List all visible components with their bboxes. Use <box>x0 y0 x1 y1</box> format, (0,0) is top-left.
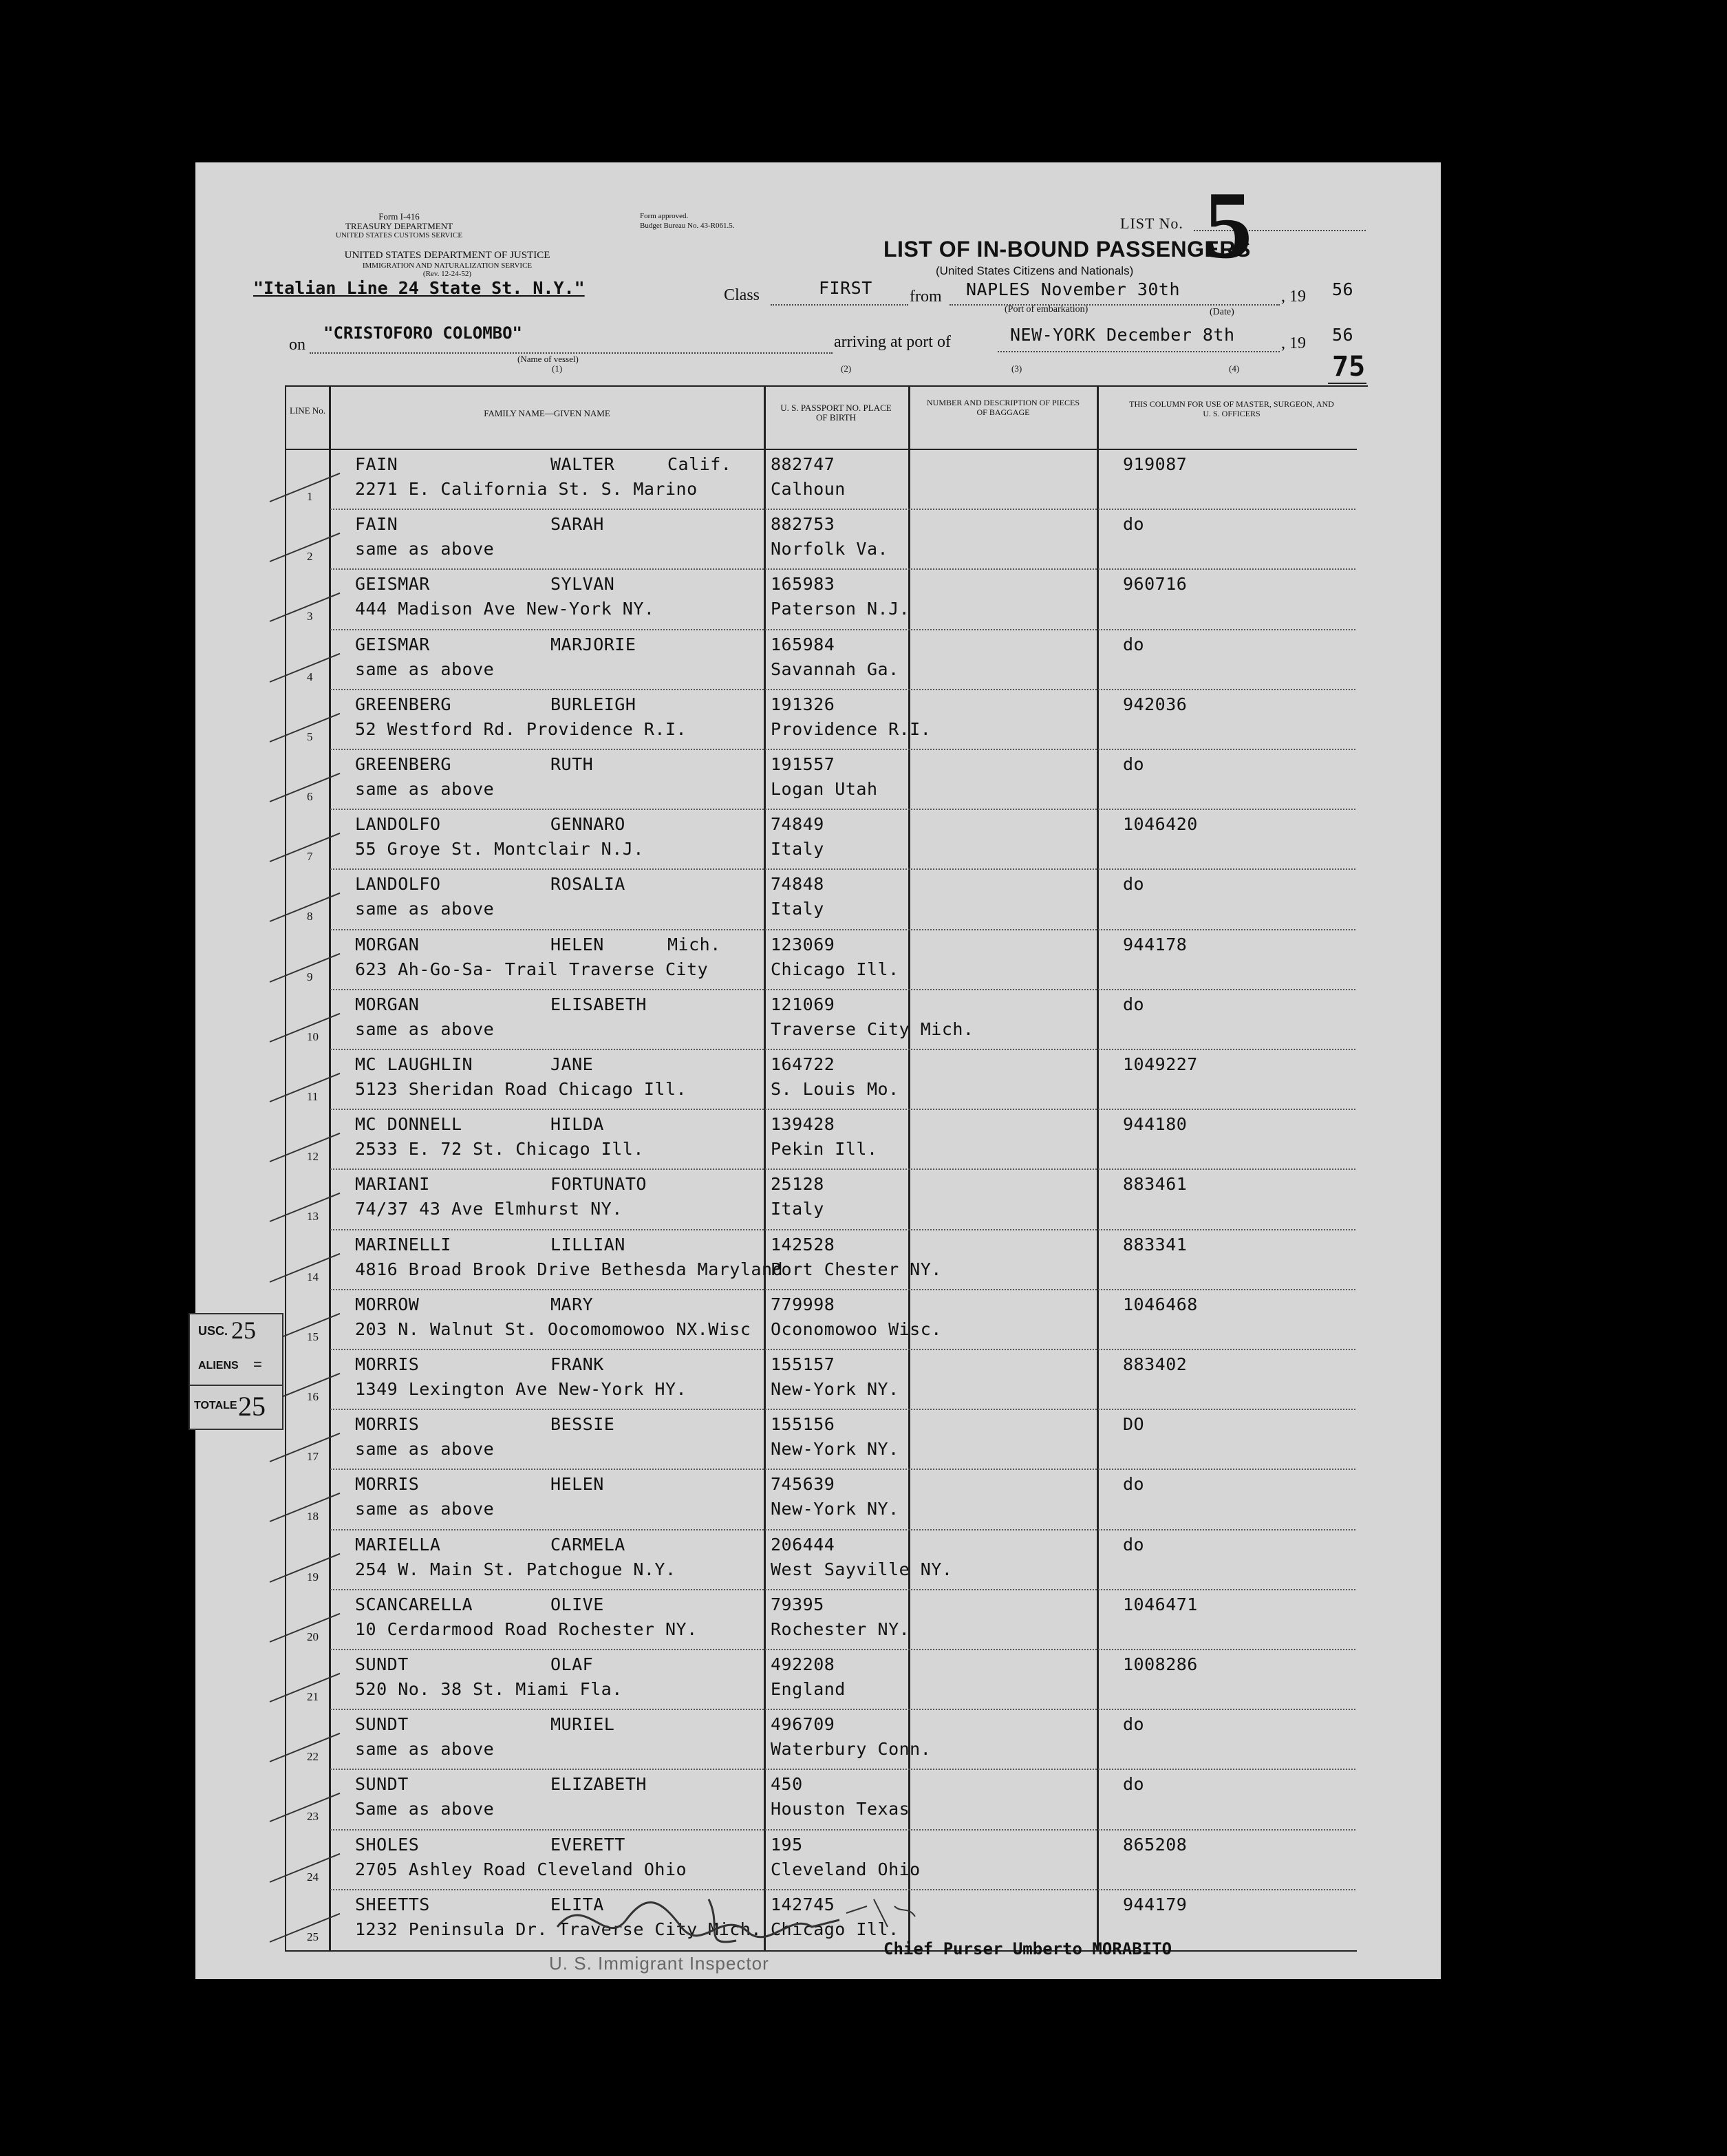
row-passport-number: 155156 <box>771 1414 835 1435</box>
row-line-number: 7 <box>307 850 313 864</box>
row-family-name: LANDOLFO <box>355 814 441 835</box>
row-officer-entry: do <box>1123 1534 1145 1555</box>
row-given-name: HELEN <box>550 1474 604 1495</box>
row-line-number: 15 <box>307 1330 319 1343</box>
row-line-number: 1 <box>307 490 313 503</box>
row-officer-entry: 865208 <box>1123 1834 1188 1855</box>
row-divider <box>330 1769 1355 1770</box>
row-family-name: MC DONNELL <box>355 1114 462 1135</box>
row-divider <box>330 929 1355 930</box>
port-embarkation-caption: (Port of embarkation) <box>1005 304 1088 314</box>
row-officer-entry: do <box>1123 874 1145 895</box>
row-line-number: 24 <box>307 1870 319 1883</box>
row-officer-entry: 1046471 <box>1123 1594 1198 1614</box>
row-officer-entry: 1046420 <box>1123 814 1198 835</box>
row-line-number: 18 <box>307 1510 319 1524</box>
shipping-agent: "Italian Line 24 State St. N.Y." <box>253 278 585 298</box>
row-given-name: MARY <box>550 1294 594 1314</box>
row-divider <box>330 1469 1355 1470</box>
row-officer-entry: do <box>1123 1774 1145 1795</box>
list-number: 5 <box>1204 172 1252 279</box>
row-given-name: ELIZABETH <box>550 1774 647 1795</box>
row-address: 74/37 43 Ave Elmhurst NY. <box>355 1199 623 1219</box>
caption-4: (4) <box>1229 363 1240 374</box>
row-divider <box>330 1649 1355 1650</box>
customs-service: UNITED STATES CUSTOMS SERVICE <box>335 231 463 239</box>
row-divider <box>330 1229 1355 1230</box>
immigration-stamp: U. S. Immigrant Inspector <box>549 1953 769 1974</box>
row-place-of-birth: Pekin Ill. <box>771 1139 878 1160</box>
class-value: FIRST <box>819 278 872 298</box>
row-passport-number: 74848 <box>771 874 824 895</box>
row-passport-number: 195 <box>771 1834 803 1855</box>
from-label: from <box>910 288 942 306</box>
row-line-number: 8 <box>307 910 313 924</box>
row-family-name: SHOLES <box>355 1834 420 1855</box>
row-family-name: MORROW <box>355 1294 420 1314</box>
row-family-name: MORRIS <box>355 1414 420 1435</box>
row-officer-entry: do <box>1123 754 1145 774</box>
row-family-name: SCANCARELLA <box>355 1594 473 1614</box>
column-baggage: NUMBER AND DESCRIPTION OF PIECES OF BAGGAGE <box>926 398 1080 417</box>
treasury-department: TREASURY DEPARTMENT <box>345 221 453 231</box>
row-given-name: WALTER <box>550 454 615 474</box>
row-address: 2533 E. 72 St. Chicago Ill. <box>355 1139 644 1160</box>
row-given-name: GENNARO <box>550 814 625 835</box>
row-passport-number: 142745 <box>771 1894 835 1914</box>
row-divider <box>330 1529 1355 1530</box>
row-passport-number: 882753 <box>771 514 835 535</box>
row-address: 254 W. Main St. Patchogue N.Y. <box>355 1559 676 1579</box>
row-line-number: 13 <box>307 1210 319 1224</box>
row-family-name: SUNDT <box>355 1654 409 1674</box>
row-given-name: ROSALIA <box>550 874 625 895</box>
row-passport-number: 745639 <box>771 1474 835 1495</box>
row-officer-entry: do <box>1123 634 1145 654</box>
row-place-of-birth: West Sayville NY. <box>771 1559 953 1579</box>
tally-aliens-label: ALIENS <box>198 1360 239 1371</box>
row-line-number: 12 <box>307 1150 319 1164</box>
row-family-name: MARIELLA <box>355 1534 441 1555</box>
vessel-caption: (Name of vessel) <box>517 354 579 364</box>
row-divider <box>330 749 1355 750</box>
tally-aliens <box>189 1349 283 1386</box>
row-family-name: GEISMAR <box>355 574 430 595</box>
year-prefix-1: , 19 <box>1281 288 1306 306</box>
tally-usc-value: 25 <box>231 1316 256 1344</box>
row-address: 623 Ah-Go-Sa- Trail Traverse City <box>355 959 709 979</box>
row-officer-entry: 883402 <box>1123 1354 1188 1374</box>
row-line-number: 19 <box>307 1570 319 1583</box>
list-number-label: LIST No. <box>1120 215 1183 232</box>
arriving-value: NEW-YORK December 8th <box>1010 325 1235 345</box>
class-label: Class <box>724 286 760 304</box>
caption-3: (3) <box>1011 363 1022 374</box>
row-given-name: OLIVE <box>550 1594 604 1614</box>
row-family-name: FAIN <box>355 454 398 474</box>
column-name: FAMILY NAME—GIVEN NAME <box>484 408 610 418</box>
on-label: on <box>289 336 305 354</box>
row-address: same as above <box>355 539 495 559</box>
row-place-of-birth: Traverse City Mich. <box>771 1018 974 1039</box>
row-given-name: HELEN <box>550 934 604 954</box>
manifest-subtitle: (United States Citizens and Nationals) <box>936 264 1134 277</box>
row-officer-entry: do <box>1123 1714 1145 1735</box>
year-prefix-2: , 19 <box>1281 334 1306 352</box>
row-divider <box>330 1409 1355 1410</box>
row-given-name: FORTUNATO <box>550 1174 647 1195</box>
row-place-of-birth: S. Louis Mo. <box>771 1079 899 1099</box>
row-family-name: FAIN <box>355 514 398 535</box>
row-divider <box>330 1049 1355 1050</box>
row-family-name: MORGAN <box>355 994 420 1014</box>
row-family-name: MORGAN <box>355 934 420 954</box>
row-divider <box>330 1289 1355 1290</box>
row-divider <box>330 1349 1355 1350</box>
caption-2: (2) <box>841 363 852 374</box>
row-passport-number: 155157 <box>771 1354 835 1374</box>
row-passport-number: 206444 <box>771 1534 835 1555</box>
date-caption: (Date) <box>1210 307 1234 317</box>
inspector-signature <box>544 1886 929 1961</box>
ins-service: IMMIGRATION AND NATURALIZATION SERVICE <box>362 262 533 270</box>
tally-aliens-value: = <box>253 1356 262 1373</box>
row-officer-entry: 944180 <box>1123 1114 1188 1135</box>
row-divider <box>330 689 1355 690</box>
row-family-name: SUNDT <box>355 1774 409 1795</box>
row-passport-number: 165984 <box>771 634 835 654</box>
row-family-name: MARINELLI <box>355 1234 451 1255</box>
row-officer-entry: 960716 <box>1123 574 1188 595</box>
vessel-name: "CRISTOFORO COLOMBO" <box>323 323 522 343</box>
row-address: 2705 Ashley Road Cleveland Ohio <box>355 1859 687 1879</box>
column-passport: U. S. PASSPORT NO. PLACE OF BIRTH <box>780 403 892 423</box>
manifest-title: LIST OF IN-BOUND PASSENGERS <box>883 237 1251 262</box>
row-address: 444 Madison Ave New-York NY. <box>355 599 655 619</box>
row-address: Same as above <box>355 1799 495 1819</box>
row-address: 2271 E. California St. S. Marino <box>355 479 698 499</box>
row-place-of-birth: Chicago Ill. <box>771 959 899 979</box>
row-line-number: 4 <box>307 670 313 683</box>
row-passport-number: 450 <box>771 1774 803 1795</box>
row-passport-number: 142528 <box>771 1234 835 1255</box>
row-divider <box>330 989 1355 990</box>
row-line-number: 20 <box>307 1630 319 1643</box>
row-family-name: SUNDT <box>355 1714 409 1735</box>
row-given-name: BURLEIGH <box>550 694 636 714</box>
row-passport-number: 165983 <box>771 574 835 595</box>
row-address: same as above <box>355 1499 495 1519</box>
row-officer-entry: 1049227 <box>1123 1054 1198 1074</box>
row-place-of-birth: New-York NY. <box>771 1499 899 1519</box>
row-place-of-birth: Chicago Ill. <box>771 1919 899 1939</box>
tally-total-label: TOTALE <box>194 1400 237 1411</box>
row-place-of-birth: New-York NY. <box>771 1439 899 1460</box>
row-divider <box>330 809 1355 810</box>
row-given-name: OLAF <box>550 1654 594 1674</box>
row-given-name: SARAH <box>550 514 604 535</box>
row-place-of-birth: Houston Texas <box>771 1799 910 1819</box>
row-divider <box>330 868 1355 870</box>
row-passport-number: 779998 <box>771 1294 835 1314</box>
row-passport-number: 164722 <box>771 1054 835 1074</box>
row-passport-number: 882747 <box>771 454 835 474</box>
row-officer-entry: 944178 <box>1123 934 1188 954</box>
row-place-of-birth: Waterbury Conn. <box>771 1739 932 1760</box>
row-passport-number: 191326 <box>771 694 835 714</box>
row-family-name: GEISMAR <box>355 634 430 654</box>
row-divider <box>330 1168 1355 1170</box>
row-line-number: 23 <box>307 1810 319 1824</box>
row-address: same as above <box>355 659 495 679</box>
year-1: 56 <box>1332 279 1354 299</box>
row-given-name: MARJORIE <box>550 634 636 654</box>
row-family-name: MARIANI <box>355 1174 430 1195</box>
column-officers: THIS COLUMN FOR USE OF MASTER, SURGEON, AND U. S. OFFICERS <box>1129 399 1334 418</box>
row-place-of-birth: Paterson N.J. <box>771 599 910 619</box>
row-given-name: MURIEL <box>550 1714 615 1735</box>
row-address: 5123 Sheridan Road Chicago Ill. <box>355 1079 687 1099</box>
row-line-number: 22 <box>307 1750 319 1764</box>
row-line-number: 5 <box>307 729 313 743</box>
row-officer-entry: do <box>1123 994 1145 1014</box>
row-place-of-birth: Providence R.I. <box>771 718 932 739</box>
row-address: same as above <box>355 779 495 799</box>
row-divider <box>330 1589 1355 1590</box>
row-place-of-birth: Cleveland Ohio <box>771 1859 921 1879</box>
department-of-justice: UNITED STATES DEPARTMENT OF JUSTICE <box>344 250 550 261</box>
row-place-of-birth: Italy <box>771 839 824 860</box>
row-divider <box>330 509 1355 510</box>
caption-1: (1) <box>552 363 563 374</box>
row-passport-number: 123069 <box>771 934 835 954</box>
row-address: 52 Westford Rd. Providence R.I. <box>355 718 687 739</box>
row-address: 55 Groye St. Montclair N.J. <box>355 839 644 860</box>
row-passport-number: 139428 <box>771 1114 835 1135</box>
row-officer-entry: 944179 <box>1123 1894 1188 1914</box>
tally-usc-label: USC. <box>198 1324 228 1338</box>
row-line-number: 21 <box>307 1690 319 1703</box>
row-passport-number: 25128 <box>771 1174 824 1195</box>
form-number: Form I-416 <box>378 211 420 222</box>
row-place-of-birth: Norfolk Va. <box>771 539 889 559</box>
row-address: 520 No. 38 St. Miami Fla. <box>355 1679 623 1699</box>
row-family-name: SHEETTS <box>355 1894 430 1914</box>
tally-total-value: 25 <box>238 1391 266 1422</box>
from-value: NAPLES November 30th <box>966 279 1181 299</box>
row-given-name: RUTH <box>550 754 594 774</box>
row-line-number: 6 <box>307 790 313 803</box>
row-place-of-birth: Calhoun <box>771 479 846 499</box>
chief-purser: Chief Purser Umberto MORABITO <box>883 1939 1172 1958</box>
row-officer-entry: DO <box>1123 1414 1145 1435</box>
row-place-of-birth: Port Chester NY. <box>771 1259 942 1279</box>
row-passport-number: 496709 <box>771 1714 835 1735</box>
row-line-number: 14 <box>307 1270 319 1283</box>
row-given-name: FRANK <box>550 1354 604 1374</box>
row-given-name: HILDA <box>550 1114 604 1135</box>
row-given-name: EVERETT <box>550 1834 625 1855</box>
row-given-name: CARMELA <box>550 1534 625 1555</box>
row-line-number: 25 <box>307 1930 319 1943</box>
row-given-name: LILLIAN <box>550 1234 625 1255</box>
row-officer-entry: do <box>1123 514 1145 535</box>
row-note: Mich. <box>667 934 721 954</box>
row-divider <box>330 629 1355 630</box>
arriving-label: arriving at port of <box>834 333 951 351</box>
row-family-name: LANDOLFO <box>355 874 441 895</box>
row-officer-entry: 1008286 <box>1123 1654 1198 1674</box>
row-address: same as above <box>355 899 495 919</box>
row-place-of-birth: Savannah Ga. <box>771 659 899 679</box>
row-family-name: MC LAUGHLIN <box>355 1054 473 1074</box>
row-line-number: 17 <box>307 1450 319 1464</box>
row-given-name: BESSIE <box>550 1414 615 1435</box>
row-passport-number: 121069 <box>771 994 835 1014</box>
row-place-of-birth: Oconomowoo Wisc. <box>771 1319 942 1339</box>
row-officer-entry: 883461 <box>1123 1174 1188 1195</box>
budget-bureau: Budget Bureau No. 43-R061.5. <box>640 222 735 230</box>
row-address: 10 Cerdarmood Road Rochester NY. <box>355 1619 698 1639</box>
row-line-number: 11 <box>307 1090 319 1103</box>
row-place-of-birth: Italy <box>771 899 824 919</box>
row-address: 1349 Lexington Ave New-York HY. <box>355 1379 687 1399</box>
row-officer-entry: 883341 <box>1123 1234 1188 1255</box>
year-2: 56 <box>1332 325 1354 345</box>
row-passport-number: 492208 <box>771 1654 835 1674</box>
row-given-name: JANE <box>550 1054 594 1074</box>
row-family-name: GREENBERG <box>355 694 451 714</box>
row-divider <box>330 1829 1355 1831</box>
row-address: 4816 Broad Brook Drive Bethesda Maryland <box>355 1259 784 1279</box>
row-line-number: 16 <box>307 1390 319 1403</box>
row-given-name: SYLVAN <box>550 574 615 595</box>
tally-usc <box>189 1313 283 1350</box>
row-given-name: ELITA <box>550 1894 604 1914</box>
form-revision: (Rev. 12-24-52) <box>422 270 472 278</box>
row-officer-entry: 942036 <box>1123 694 1188 714</box>
row-family-name: GREENBERG <box>355 754 451 774</box>
row-note: Calif. <box>667 454 732 474</box>
column-line-no: LINE No. <box>290 405 325 416</box>
row-address: 203 N. Walnut St. Oocomomowoo NX.Wisc <box>355 1319 751 1339</box>
row-place-of-birth: Italy <box>771 1199 824 1219</box>
row-officer-entry: do <box>1123 1474 1145 1495</box>
row-divider <box>330 1109 1355 1110</box>
row-address: same as above <box>355 1739 495 1760</box>
row-place-of-birth: Logan Utah <box>771 779 878 799</box>
tally-total <box>189 1386 283 1430</box>
row-address: 1232 Peninsula Dr. Traverse City Mich. <box>355 1919 762 1939</box>
row-divider <box>330 1709 1355 1710</box>
row-given-name: ELISABETH <box>550 994 647 1014</box>
row-family-name: MORRIS <box>355 1354 420 1374</box>
form-approved: Form approved. <box>640 212 689 220</box>
row-divider <box>330 568 1355 570</box>
row-address: same as above <box>355 1439 495 1460</box>
row-passport-number: 79395 <box>771 1594 824 1614</box>
row-officer-entry: 1046468 <box>1123 1294 1198 1314</box>
row-line-number: 9 <box>307 970 313 983</box>
row-line-number: 2 <box>307 550 313 564</box>
row-line-number: 3 <box>307 610 313 623</box>
row-line-number: 10 <box>307 1029 319 1043</box>
row-passport-number: 191557 <box>771 754 835 774</box>
row-address: same as above <box>355 1018 495 1039</box>
row-family-name: MORRIS <box>355 1474 420 1495</box>
page-count: 75 <box>1332 351 1366 383</box>
row-passport-number: 74849 <box>771 814 824 835</box>
row-place-of-birth: Rochester NY. <box>771 1619 910 1639</box>
row-place-of-birth: England <box>771 1679 846 1699</box>
row-place-of-birth: New-York NY. <box>771 1379 899 1399</box>
row-officer-entry: 919087 <box>1123 454 1188 474</box>
